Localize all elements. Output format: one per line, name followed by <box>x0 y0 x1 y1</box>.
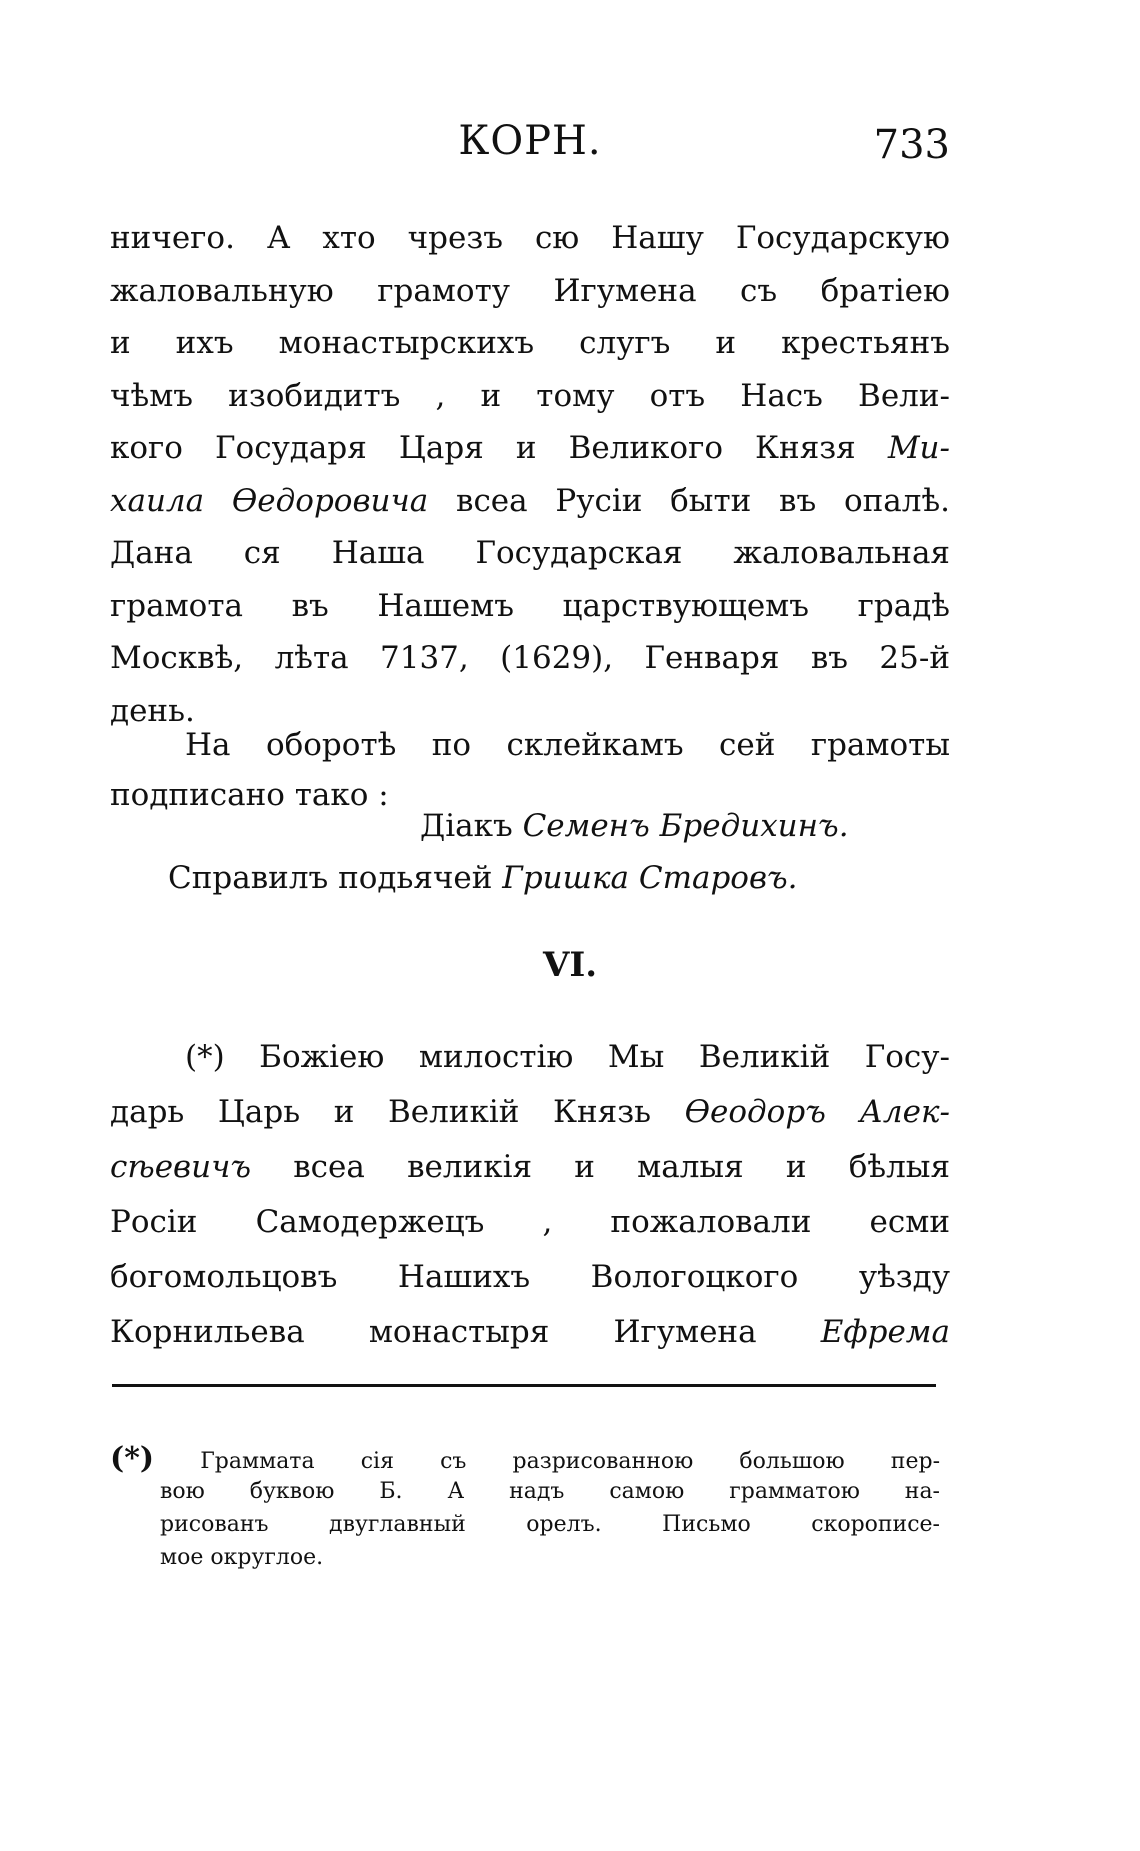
text-line: чѣмъ изобидитъ , и тому отъ Насъ Вели- <box>110 377 950 414</box>
text-segment: Граммата сiя съ разрисованною большою пер- <box>154 1449 940 1474</box>
italic-name: Ми- <box>887 430 950 466</box>
paragraph-2 <box>110 720 950 820</box>
italic-name: сѣевичъ <box>110 1149 252 1185</box>
text-line <box>110 1085 950 1140</box>
text-line: Дана ся Наша Государская жаловальная <box>110 535 950 571</box>
text-segment: Корнильева монастыря Игумена <box>110 1314 821 1350</box>
signature-title: Справилъ подьячей <box>168 860 503 896</box>
text-line: жаловальную грамоту Игумена съ братiею <box>110 272 950 309</box>
text-line: Москвѣ, лѣта 7137, (1629), Генваря въ 25-й <box>110 640 950 676</box>
page-number: 733 <box>873 122 950 168</box>
paragraph-1 <box>110 212 950 737</box>
signature-line-2 <box>168 860 798 896</box>
footnote-mark: (*) <box>110 1441 155 1476</box>
italic-name: Ефрема <box>820 1314 950 1350</box>
text-line <box>110 1305 950 1360</box>
text-segment: дарь Царь и Великiй Князь <box>110 1094 685 1130</box>
footnote-line: вою буквою Б. А надъ самою грамматою на- <box>160 1479 940 1504</box>
text-line <box>110 422 950 475</box>
text-line: и ихъ монастырскихъ слугъ и крестьянъ <box>110 325 950 361</box>
text-segment: всеа Русiи быти въ опалѣ. <box>428 482 950 519</box>
text-line: ничего. А хто чрезъ сю Нашу Государскую <box>110 220 950 256</box>
text-line <box>110 475 950 528</box>
text-segment: кого Государя Царя и Великого Князя <box>110 430 888 466</box>
text-line: грамота въ Нашемъ царствующемъ градѣ <box>110 587 950 624</box>
text-line: На оборотѣ по склейкамъ сей грамоты <box>185 727 950 763</box>
italic-name: Өеодоръ Алек- <box>684 1094 950 1130</box>
text-line: день. <box>110 692 195 729</box>
text-line: богомольцовъ Нашихъ Вологоцкого уѣзду <box>110 1259 950 1295</box>
signature-name: Семенъ Бредихинъ. <box>522 808 849 844</box>
footnote-line <box>110 1442 940 1475</box>
footnote <box>110 1442 940 1574</box>
signature-line-1 <box>420 808 849 844</box>
section-number: VI. <box>542 945 598 985</box>
footnote-line: мое округлое. <box>160 1545 324 1570</box>
paragraph-3 <box>110 1030 950 1360</box>
text-line: подписано тако : <box>110 777 389 813</box>
signature-title: Дiакъ <box>420 808 523 844</box>
text-line: (*) Божiею милостiю Мы Великiй Госу- <box>185 1039 950 1075</box>
page-header <box>110 118 950 178</box>
italic-name: хаила Өедоровича <box>110 482 429 519</box>
text-line <box>110 1140 950 1195</box>
signature-name: Гришка Старовъ. <box>502 860 798 896</box>
footnote-line: рисованъ двуглавный орелъ. Письмо скорописе- <box>160 1512 940 1537</box>
text-segment: всеа великiя и малыя и бѣлыя <box>251 1149 950 1185</box>
footnote-divider <box>112 1384 936 1387</box>
running-head: КОРН. <box>458 118 602 164</box>
text-line: Росiи Самодержецъ , пожаловали есми <box>110 1204 950 1240</box>
